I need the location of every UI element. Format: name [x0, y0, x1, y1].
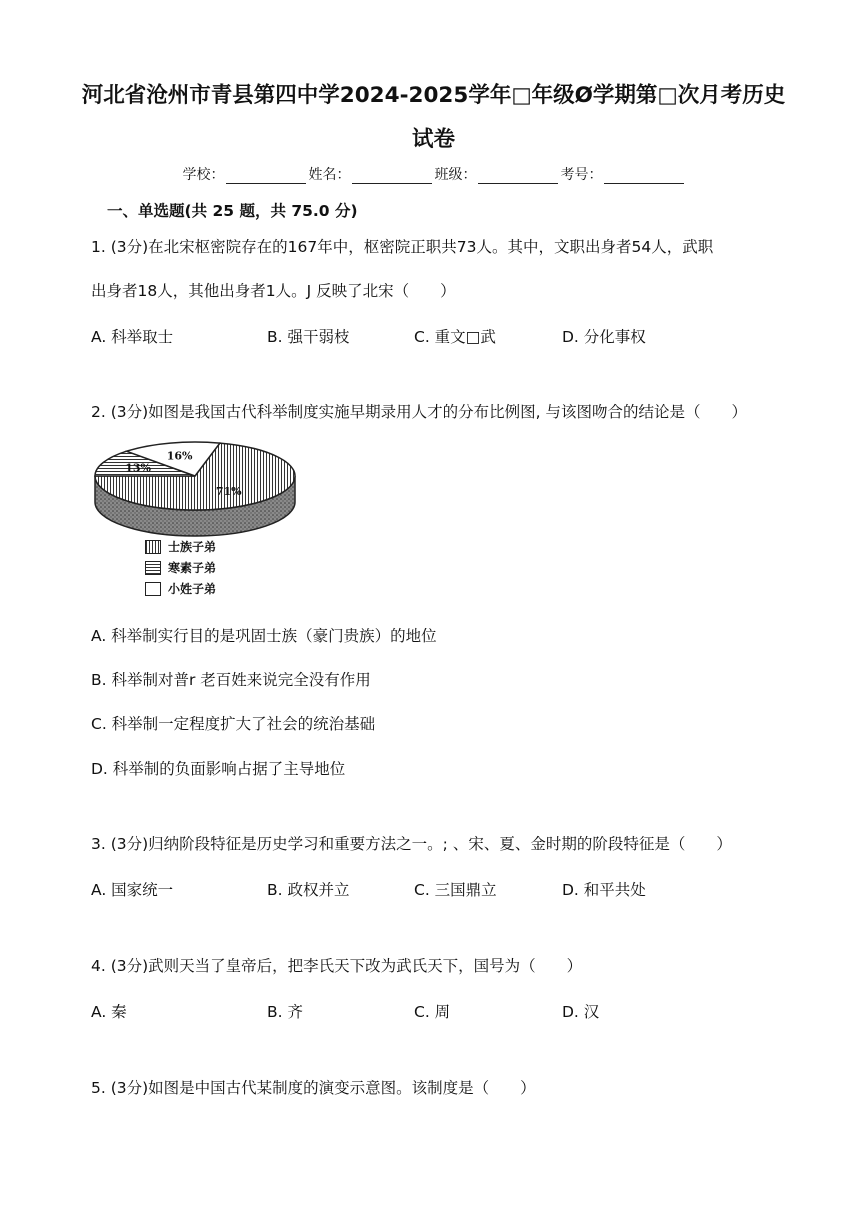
question-4-option-c[interactable]: C. 周 — [414, 1003, 451, 1021]
question-1-option-b[interactable]: B. 强干弱枝 — [267, 328, 350, 346]
legend-label-hansu: 寒素子弟 — [168, 561, 217, 575]
section-heading: 一、单选题(共 25 题，共 75.0 分) — [107, 202, 358, 220]
question-1-options — [91, 325, 791, 349]
question-2-option-d[interactable]: D. 科举制的负面影响占据了主导地位 — [91, 760, 346, 778]
pie-slices — [95, 442, 295, 510]
question-4 — [91, 944, 801, 988]
question-1-line2: 出身者18人，其他出身者1人。J 反映了北宋（ ） — [91, 282, 456, 300]
question-4-options — [91, 1000, 791, 1024]
legend-item-hansu — [145, 557, 216, 578]
school-field[interactable] — [226, 169, 306, 184]
question-1-line1: 1. (3分)在北宋枢密院存在的167年中，枢密院正职共73人。其中，文职出身者54人，武职 — [91, 238, 714, 256]
question-3 — [91, 822, 796, 866]
legend-swatch-xiaoxing — [145, 582, 161, 596]
question-2-line1: 2. (3分)如图是我国古代科举制度实施早期录用人才的分布比例图, 与该图吻合的结论是（ ） — [91, 403, 748, 421]
question-4-option-d[interactable]: D. 汉 — [562, 1003, 600, 1021]
question-1-option-c[interactable]: C. 重文□武 — [414, 328, 496, 346]
class-label: 班级： — [434, 167, 477, 183]
question-3-option-d[interactable]: D. 和平共处 — [562, 881, 646, 899]
question-4-line1: 4. (3分)武则天当了皇帝后，把李氏天下改为武氏天下，国号为（ ） — [91, 957, 583, 975]
question-5 — [91, 1066, 801, 1110]
legend-item-xiaoxing — [145, 578, 216, 599]
class-field[interactable] — [478, 169, 558, 184]
question-3-option-c[interactable]: C. 三国鼎立 — [414, 881, 497, 899]
school-label: 学校： — [182, 167, 225, 183]
legend-label-xiaoxing: 小姓子弟 — [168, 582, 217, 596]
legend-swatch-hansu — [145, 561, 161, 575]
legend-label-shizu: 士族子弟 — [168, 540, 217, 554]
exam-title-line1: 河北省沧州市青县第四中学2024-2025学年□年级Ø学期第□次月考历史 — [81, 83, 786, 108]
question-2 — [91, 390, 796, 434]
question-3-line1: 3. (3分)归纳阶段特征是历史学习和重要方法之一。; 、宋、夏、金时期的阶段特征是（ ） — [91, 835, 732, 853]
question-4-option-a[interactable]: A. 秦 — [91, 1003, 127, 1021]
question-2-option-c[interactable]: C. 科举制一定程度扩大了社会的统治基础 — [91, 715, 376, 733]
legend-item-shizu — [145, 536, 216, 557]
question-1 — [91, 225, 801, 313]
question-3-options — [91, 878, 791, 902]
question-3-option-b[interactable]: B. 政权并立 — [267, 881, 350, 899]
name-label: 姓名： — [308, 167, 351, 183]
name-field[interactable] — [352, 169, 432, 184]
question-2-option-a[interactable]: A. 科举制实行目的是巩固士族（豪门贵族）的地位 — [91, 627, 437, 645]
pie-label-shizu: 71% — [215, 484, 242, 498]
question-3-option-a[interactable]: A. 国家统一 — [91, 881, 174, 899]
question-4-option-b[interactable]: B. 齐 — [267, 1003, 303, 1021]
chart-legend — [145, 536, 216, 599]
question-5-line1: 5. (3分)如图是中国古代某制度的演变示意图。该制度是（ ） — [91, 1079, 536, 1097]
pie-label-xiaoxing: 16% — [166, 449, 193, 463]
legend-swatch-shizu — [145, 540, 161, 554]
question-2-option-b[interactable]: B. 科举制对普r 老百姓来说完全没有作用 — [91, 671, 371, 689]
exam-no-label: 考号： — [560, 167, 603, 183]
exam-no-field[interactable] — [604, 169, 684, 184]
question-1-option-d[interactable]: D. 分化事权 — [562, 328, 646, 346]
exam-title — [40, 74, 827, 162]
question-1-option-a[interactable]: A. 科举取士 — [91, 328, 174, 346]
exam-title-line2: 试卷 — [411, 127, 455, 152]
student-info-row — [0, 164, 867, 184]
pie-label-hansu: 13% — [125, 461, 151, 475]
